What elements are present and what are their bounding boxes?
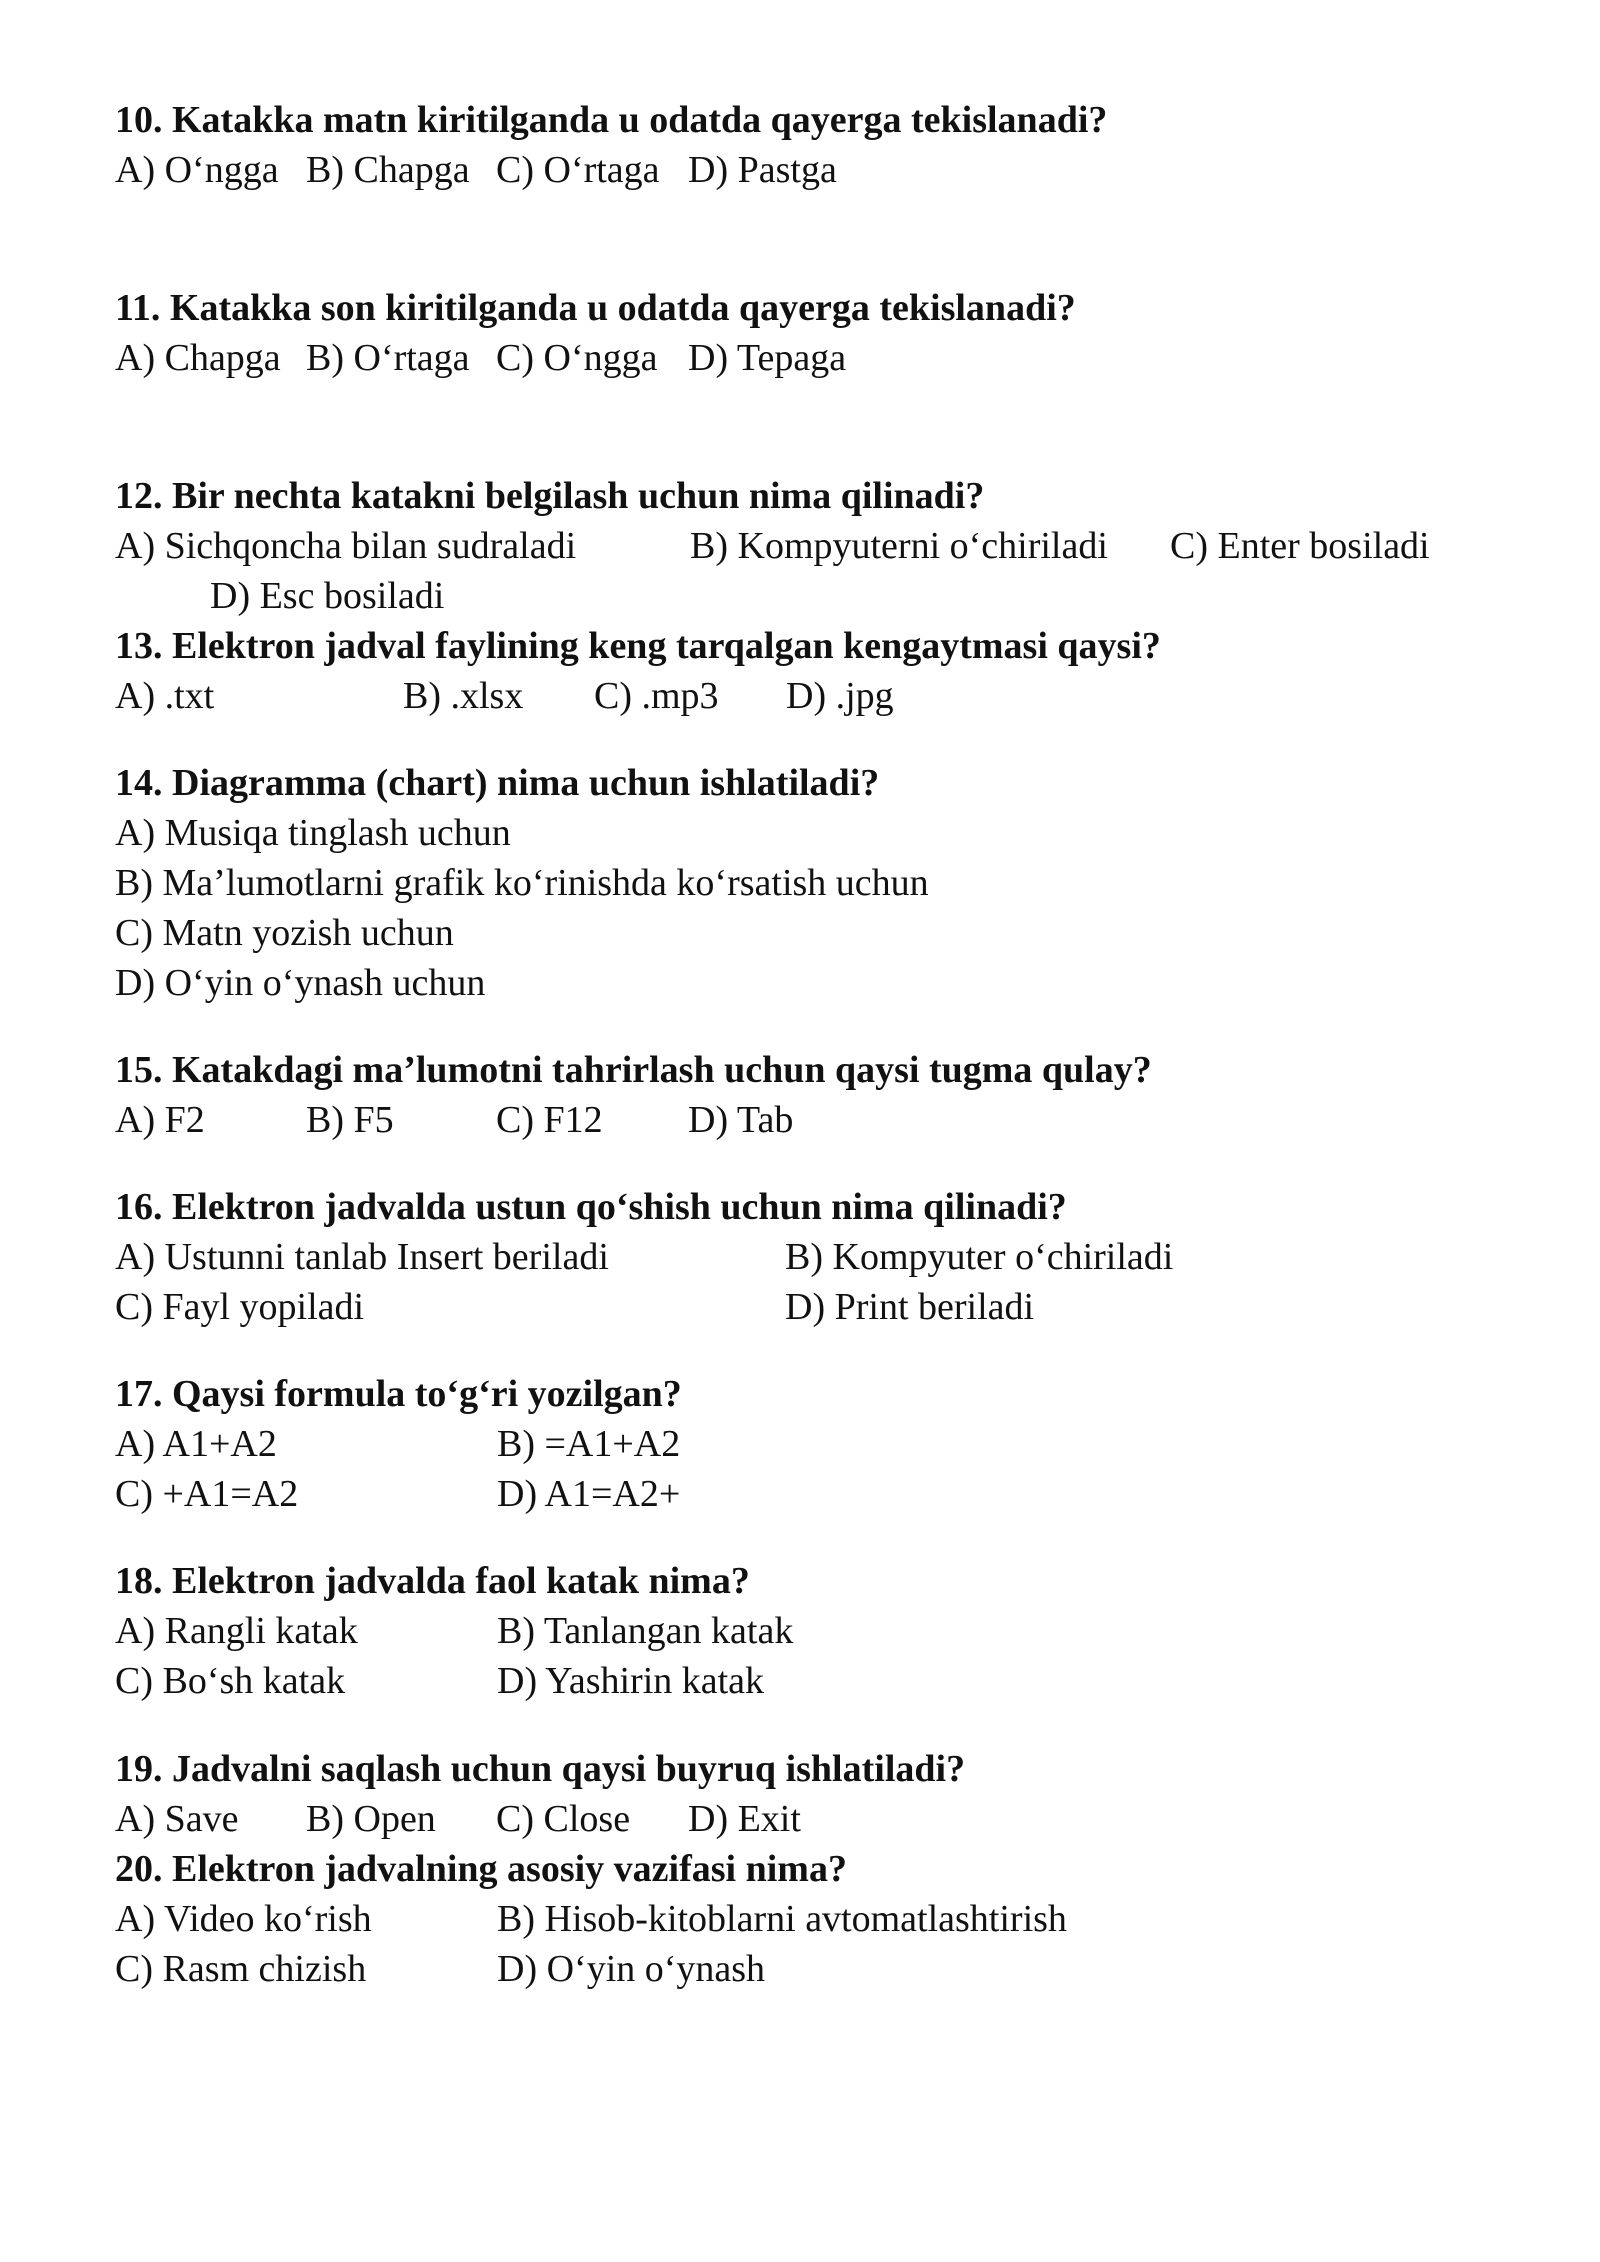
question-14-title: 14. Diagramma (chart) nima uchun ishlatiladi? <box>115 762 880 804</box>
question-11-option-c: C) O‘ngga <box>496 337 658 379</box>
question-14-option-c: C) Matn yozish uchun <box>115 912 454 954</box>
question-20-option-c: C) Rasm chizish <box>115 1948 367 1990</box>
question-12-option-a: A) Sichqoncha bilan sudraladi <box>115 525 577 567</box>
question-13-option-b: B) .xlsx <box>403 675 524 717</box>
question-13-option-d: D) .jpg <box>786 675 894 717</box>
question-17-option-b: B) =A1+A2 <box>497 1423 681 1465</box>
question-15-option-d: D) Tab <box>688 1099 794 1141</box>
question-14-option-b: B) Ma’lumotlarni grafik ko‘rinishda ko‘rsatish uchun <box>115 862 929 904</box>
question-15-option-b: B) F5 <box>306 1099 394 1141</box>
question-19-option-d: D) Exit <box>688 1798 801 1840</box>
question-18-title: 18. Elektron jadvalda faol katak nima? <box>115 1560 750 1602</box>
question-14-option-d: D) O‘yin o‘ynash uchun <box>115 962 486 1004</box>
question-13-title: 13. Elektron jadval faylining keng tarqalgan kengaytmasi qaysi? <box>115 625 1161 667</box>
question-11-option-a: A) Chapga <box>115 337 281 379</box>
question-16-option-c: C) Fayl yopiladi <box>115 1286 365 1328</box>
question-19-option-a: A) Save <box>115 1798 239 1840</box>
question-19-option-b: B) Open <box>306 1798 436 1840</box>
question-19-option-c: C) Close <box>496 1798 631 1840</box>
question-14-option-a: A) Musiqa tinglash uchun <box>115 812 511 854</box>
question-18-option-b: B) Tanlangan katak <box>497 1610 794 1652</box>
question-11-option-d: D) Tepaga <box>688 337 847 379</box>
question-16-title: 16. Elektron jadvalda ustun qo‘shish uchun nima qilinadi? <box>115 1186 1067 1228</box>
question-13-option-c: C) .mp3 <box>594 675 719 717</box>
question-10-option-b: B) Chapga <box>306 149 470 191</box>
question-18-option-a: A) Rangli katak <box>115 1610 358 1652</box>
question-12-option-c: C) Enter bosiladi <box>1170 525 1430 567</box>
question-11-title: 11. Katakka son kiritilganda u odatda qayerga tekislanadi? <box>115 287 1076 329</box>
question-19-title: 19. Jadvalni saqlash uchun qaysi buyruq ishlatiladi? <box>115 1748 966 1790</box>
question-15-title: 15. Katakdagi ma’lumotni tahrirlash uchun qaysi tugma qulay? <box>115 1049 1152 1091</box>
question-20-title: 20. Elektron jadvalning asosiy vazifasi nima? <box>115 1848 847 1890</box>
question-18-option-c: C) Bo‘sh katak <box>115 1660 346 1702</box>
question-12-option-d: D) Esc bosiladi <box>210 575 445 617</box>
question-20-option-d: D) O‘yin o‘ynash <box>497 1948 766 1990</box>
question-12-title: 12. Bir nechta katakni belgilash uchun nima qilinadi? <box>115 475 985 517</box>
question-15-option-c: C) F12 <box>496 1099 603 1141</box>
question-10-option-c: C) O‘rtaga <box>496 149 660 191</box>
question-20-option-b: B) Hisob-kitoblarni avtomatlashtirish <box>497 1898 1067 1940</box>
question-15-option-a: A) F2 <box>115 1099 205 1141</box>
question-16-option-a: A) Ustunni tanlab Insert beriladi <box>115 1236 609 1278</box>
question-17-option-d: D) A1=A2+ <box>497 1473 681 1515</box>
question-17-option-c: C) +A1=A2 <box>115 1473 299 1515</box>
question-18-option-d: D) Yashirin katak <box>497 1660 765 1702</box>
question-12-option-b: B) Kompyuterni o‘chiriladi <box>690 525 1108 567</box>
question-13-option-a: A) .txt <box>115 675 215 717</box>
question-17-title: 17. Qaysi formula to‘g‘ri yozilgan? <box>115 1373 682 1415</box>
question-10-option-d: D) Pastga <box>688 149 837 191</box>
question-11-option-b: B) O‘rtaga <box>306 337 470 379</box>
question-20-option-a: A) Video ko‘rish <box>115 1898 372 1940</box>
question-10-option-a: A) O‘ngga <box>115 149 279 191</box>
question-10-title: 10. Katakka matn kiritilganda u odatda qayerga tekislanadi? <box>115 99 1108 141</box>
question-16-option-d: D) Print beriladi <box>785 1286 1035 1328</box>
question-16-option-b: B) Kompyuter o‘chiriladi <box>785 1236 1174 1278</box>
question-17-option-a: A) A1+A2 <box>115 1423 277 1465</box>
